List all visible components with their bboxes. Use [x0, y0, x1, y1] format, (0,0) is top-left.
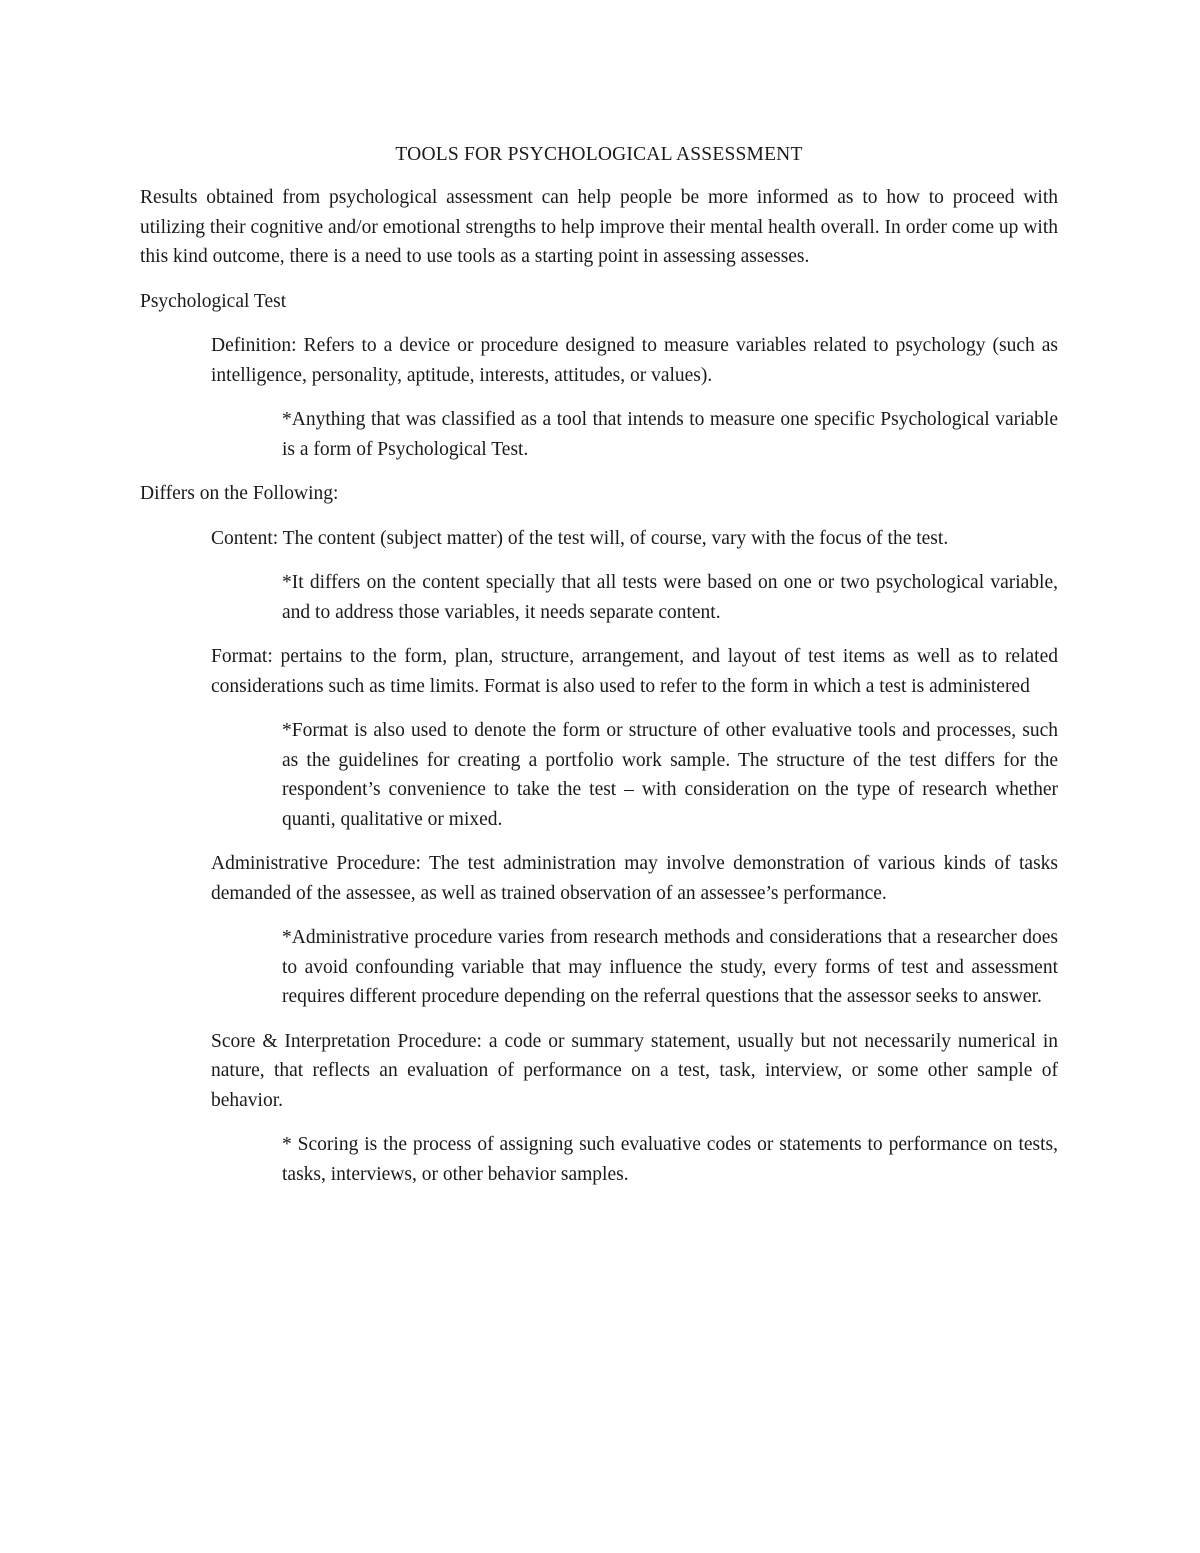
psychological-test-heading: Psychological Test: [140, 290, 287, 312]
document-page: [140, 140, 1058, 1204]
score-interpretation-paragraph: Score & Interpretation Procedure: a code or summary statement, usually but not necessarily numerical in nature, that reflects an evaluation of performance on a test, task, interview, or some other sample of behavior.: [211, 1030, 1058, 1111]
intro-paragraph: Results obtained from psychological assessment can help people be more informed as to how to proceed with utilizing their cognitive and/or emotional strengths to help improve their mental health overall. In order come up with this kind outcome, there is a need to use tools as a starting point in assessing assesses.: [140, 187, 1058, 267]
content-note: *It differs on the content specially that all tests were based on one or two psychological variable, and to address those variables, it needs separate content.: [282, 572, 1058, 623]
scoring-note: * Scoring is the process of assigning such evaluative codes or statements to performance on tests, tasks, interviews, or other behavior samples.: [282, 1134, 1058, 1185]
document-title: TOOLS FOR PSYCHOLOGICAL ASSESSMENT: [395, 144, 803, 165]
administrative-procedure-note: *Administrative procedure varies from research methods and considerations that a researcher does to avoid confounding variable that may influence the study, every forms of test and assessment requires different procedure depending on the referral questions that the assessor seeks to answer.: [282, 927, 1058, 1007]
definition-paragraph: Definition: Refers to a device or procedure designed to measure variables related to psychology (such as intelligence, personality, aptitude, interests, attitudes, or values).: [211, 335, 1058, 386]
definition-note: *Anything that was classified as a tool that intends to measure one specific Psychological variable is a form of Psychological Test.: [282, 409, 1058, 460]
administrative-procedure-paragraph: Administrative Procedure: The test administration may involve demonstration of various kinds of tasks demanded of the assessee, as well as trained observation of an assessee’s performance.: [211, 853, 1058, 904]
format-note: *Format is also used to denote the form or structure of other evaluative tools and processes, such as the guidelines for creating a portfolio work sample. The structure of the test differs for the respondent’s convenience to take the test – with consideration on the type of research whether quanti, qualitative or mixed.: [282, 720, 1058, 830]
differs-heading: Differs on the Following:: [140, 483, 339, 504]
format-paragraph: Format: pertains to the form, plan, structure, arrangement, and layout of test items as well as to related considerations such as time limits. Format is also used to refer to the form in which a test is administered: [211, 646, 1058, 697]
content-paragraph: Content: The content (subject matter) of the test will, of course, vary with the focus of the test.: [211, 527, 949, 549]
